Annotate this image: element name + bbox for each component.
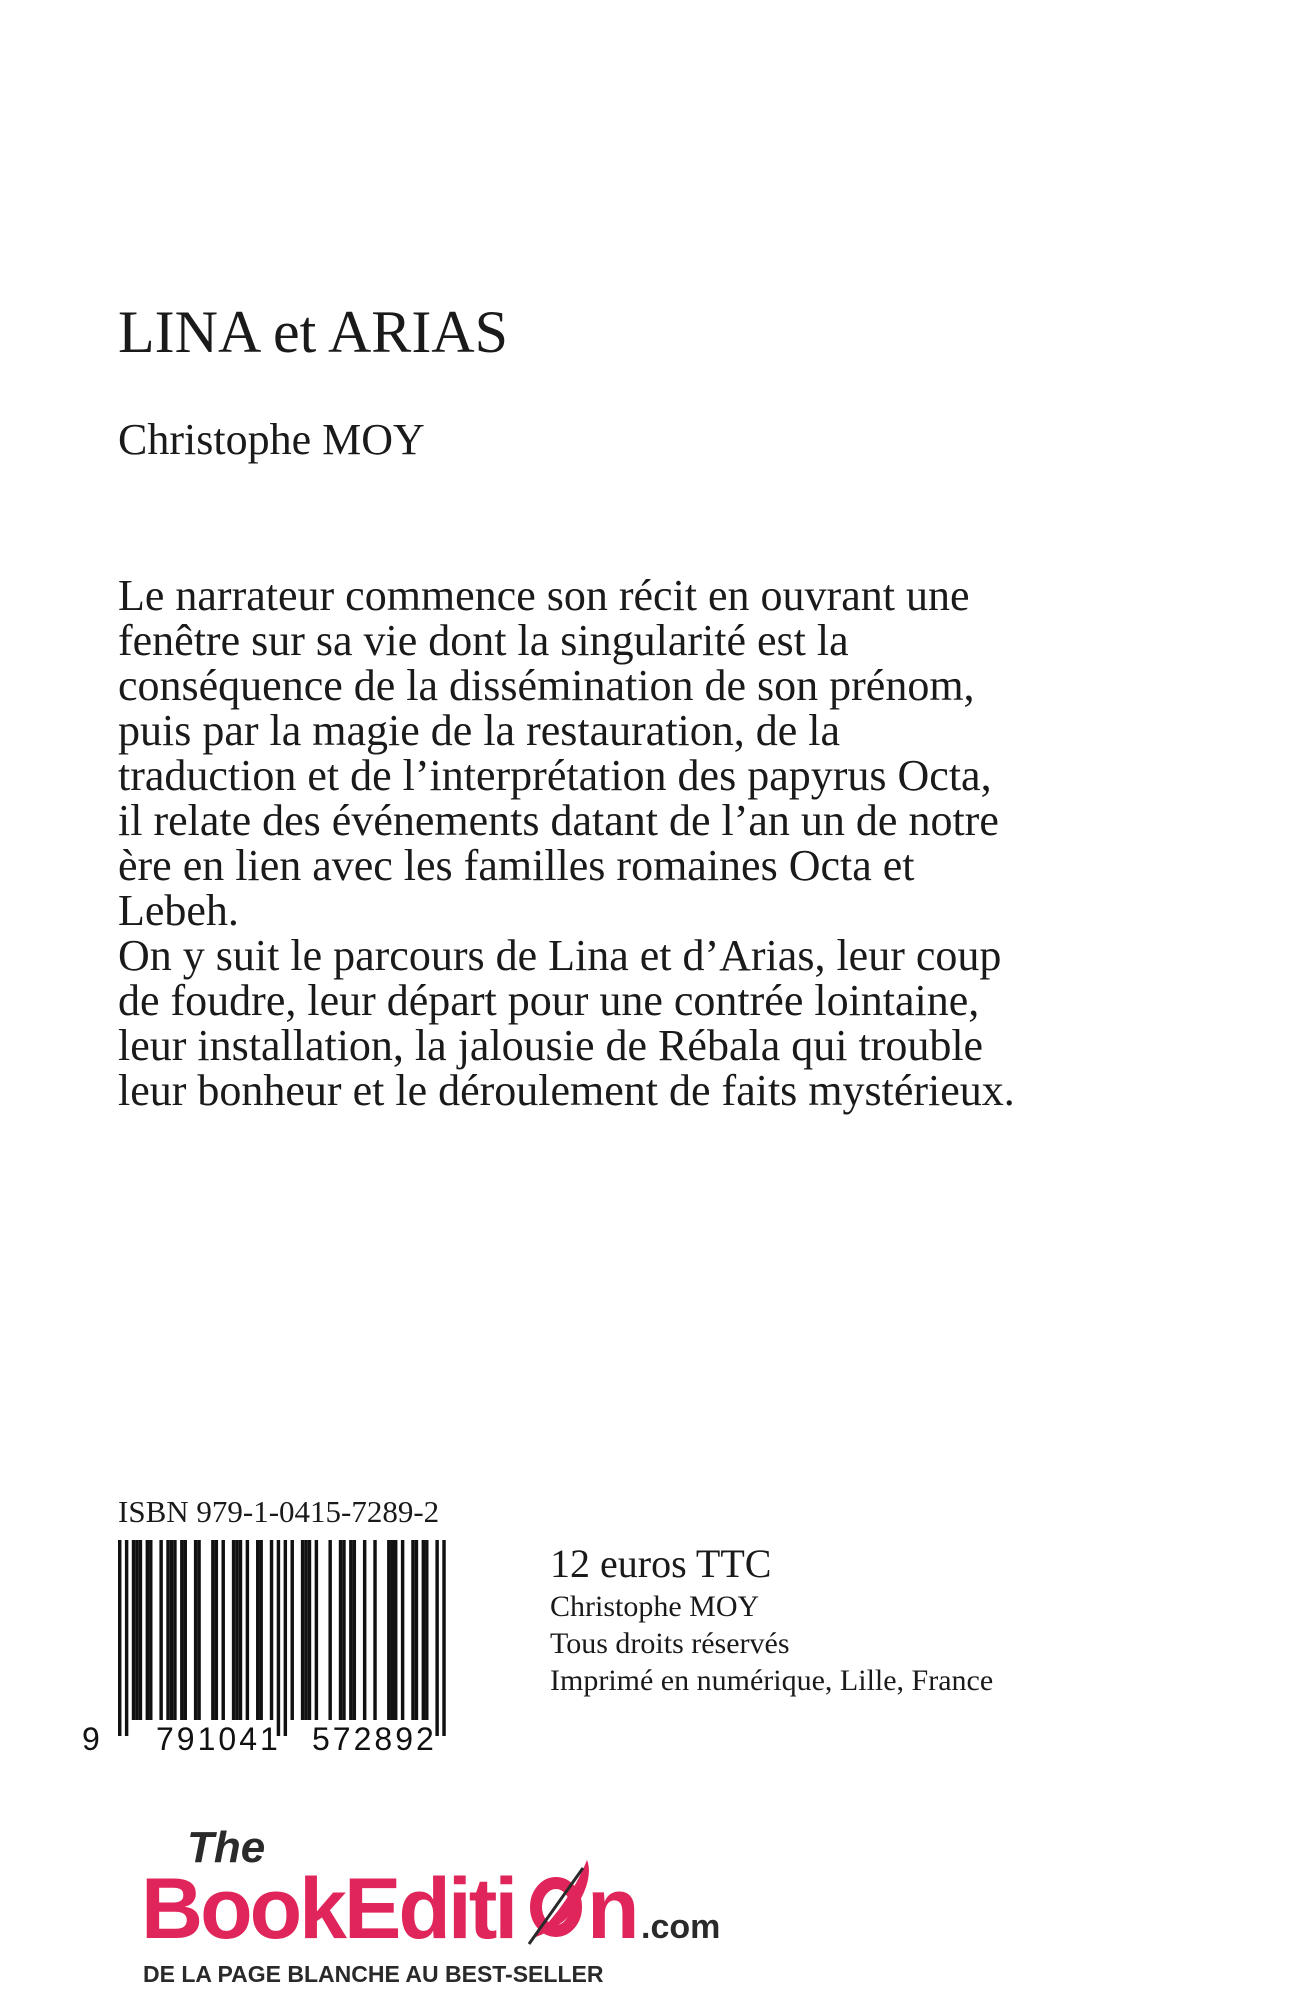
barcode-bar <box>284 1540 287 1736</box>
barcode-digits-right: 572892 <box>312 1721 437 1757</box>
barcode-bar <box>166 1540 169 1720</box>
barcode-digit-lead: 9 <box>82 1721 100 1757</box>
barcode-bar <box>132 1540 135 1720</box>
barcode-bar <box>387 1540 390 1720</box>
feather-icon <box>529 1860 589 1944</box>
barcode-bar <box>149 1540 152 1720</box>
barcode-bar <box>411 1540 414 1720</box>
barcode-bar <box>215 1540 218 1720</box>
barcode-digits-left: 791041 <box>156 1721 281 1757</box>
logo-brand-n: n <box>587 1861 640 1957</box>
barcode-bar <box>180 1540 183 1720</box>
barcode-bar <box>301 1540 304 1720</box>
price-text: 12 euros TTC <box>550 1541 772 1586</box>
barcode-bar <box>256 1540 259 1720</box>
barcode-bar <box>194 1540 197 1720</box>
blurb-paragraph: On y suit le parcours de Lina et d’Arias, leur coup de foudre, leur départ pour une contrée lointaine, leur installation, la jalousie de Rébala qui trouble leur bonheur et le déroulement de faits mystérieux. <box>118 931 1015 1115</box>
barcode-bar <box>425 1540 428 1720</box>
barcode-bar <box>422 1540 425 1720</box>
barcode-bar <box>415 1540 418 1720</box>
logo-com-text: .com <box>641 1908 721 1946</box>
barcode-bar <box>246 1540 249 1720</box>
barcode-bar <box>308 1540 311 1720</box>
barcode-bar <box>394 1540 397 1720</box>
barcode-bar <box>232 1540 235 1720</box>
barcode-bar <box>291 1540 294 1720</box>
barcode-bar <box>277 1540 280 1736</box>
barcode-bar <box>139 1540 142 1720</box>
barcode-bar <box>118 1540 121 1736</box>
info-rights: Tous droits réservés <box>550 1627 790 1660</box>
barcode-bar <box>235 1540 238 1720</box>
barcode-bar <box>349 1540 352 1720</box>
barcode-bar <box>401 1540 404 1720</box>
barcode-bar <box>173 1540 176 1720</box>
barcode-bar <box>435 1540 438 1736</box>
barcode-bar <box>211 1540 214 1720</box>
price-info <box>550 1540 993 1699</box>
book-author: Christophe MOY <box>118 415 425 464</box>
blurb-paragraph: Le narrateur commence son récit en ouvrant une fenêtre sur sa vie dont la singularité est la conséquence de la dissémination de son prénom, puis par la magie de la restauration, de la traduction et de l’interprétation des papyrus Octa, il relate des événements datant de l’an un de notre ère en lien avec les familles romaines Octa et Lebeh. <box>118 571 999 935</box>
barcode-bar <box>304 1540 307 1720</box>
logo-tagline: DE LA PAGE BLANCHE AU BEST-SELLER <box>143 1961 604 1987</box>
isbn-label: ISBN 979-1-0415-7289-2 <box>118 1494 440 1529</box>
barcode-bar <box>373 1540 376 1720</box>
book-title: LINA et ARIAS <box>118 299 508 365</box>
info-author: Christophe MOY <box>550 1590 760 1623</box>
barcode-bar <box>259 1540 262 1720</box>
barcode-bar <box>442 1540 445 1736</box>
barcode-bar <box>353 1540 356 1720</box>
barcode-bar <box>328 1540 331 1720</box>
logo-brand-text: BookEditi <box>141 1861 516 1957</box>
publisher-logo <box>135 1810 721 2000</box>
barcode-bar <box>170 1540 173 1720</box>
info-printed: Imprimé en numérique, Lille, France <box>550 1664 994 1697</box>
barcode-bar <box>125 1540 128 1736</box>
barcode-bar <box>391 1540 394 1720</box>
barcode-bar <box>146 1540 149 1720</box>
logo-the-text: The <box>187 1823 266 1872</box>
barcode-bars <box>118 1540 446 1736</box>
barcode-bar <box>342 1540 345 1720</box>
barcode-bar <box>363 1540 366 1720</box>
barcode-bar <box>222 1540 225 1720</box>
barcode-bar <box>184 1540 187 1720</box>
barcode-bar <box>159 1540 162 1720</box>
barcode-bar <box>135 1540 138 1720</box>
isbn-barcode <box>74 1536 484 1762</box>
barcode-bar <box>270 1540 273 1720</box>
barcode-bar <box>197 1540 200 1720</box>
book-blurb <box>118 573 1018 1113</box>
barcode-bar <box>315 1540 318 1720</box>
barcode-bar <box>339 1540 342 1720</box>
barcode-bar <box>239 1540 242 1720</box>
